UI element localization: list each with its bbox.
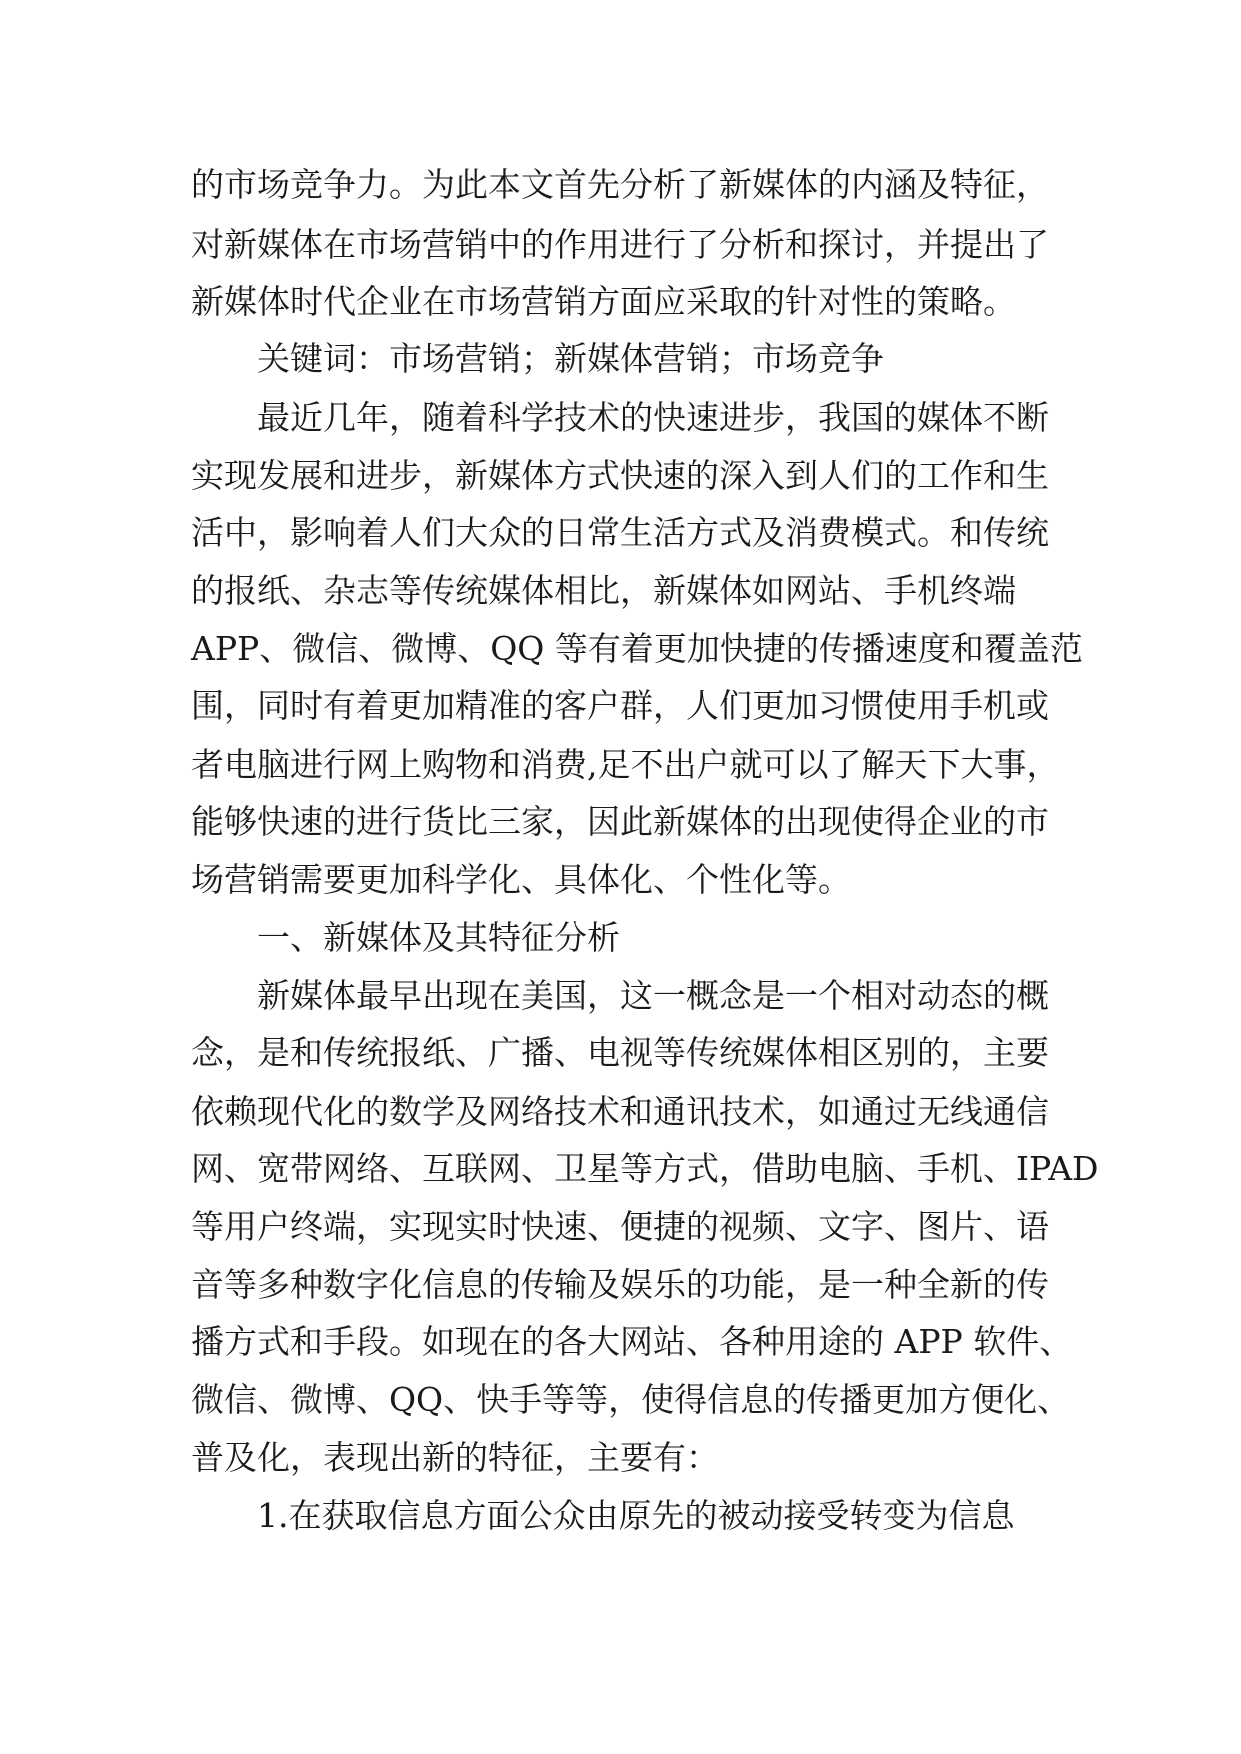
- text-line: [0, 1197, 1241, 1257]
- line-text: 普及化，表现出新的特征，主要有：: [191, 1438, 719, 1477]
- keywords-line: [0, 329, 1241, 389]
- section-heading: [0, 908, 1241, 968]
- line-text: 新媒体时代企业在市场营销方面应采取的针对性的策略。: [191, 282, 1016, 321]
- keywords-text: 关键词：市场营销；新媒体营销；市场竞争: [257, 339, 884, 378]
- list-item-line: [0, 1486, 1241, 1546]
- line-text: 者电脑进行网上购物和消费,足不出户就可以了解天下大事，: [191, 745, 1060, 784]
- line-text: 依赖现代化的数学及网络技术和通讯技术，如通过无线通信: [191, 1092, 1049, 1131]
- text-line: [0, 735, 1241, 795]
- line-text: 音等多种数字化信息的传输及娱乐的功能，是一种全新的传: [191, 1265, 1049, 1304]
- text-line: [0, 1370, 1241, 1430]
- text-line: [0, 1023, 1241, 1083]
- text-line: [0, 619, 1241, 679]
- line-text: 等用户终端，实现实时快速、便捷的视频、文字、图片、语: [191, 1207, 1049, 1246]
- line-text: 对新媒体在市场营销中的作用进行了分析和探讨，并提出了: [191, 225, 1049, 264]
- text-line: [0, 850, 1241, 910]
- line-text: 网、宽带网络、互联网、卫星等方式，借助电脑、手机、IPAD: [191, 1149, 1099, 1188]
- text-line: [0, 1312, 1241, 1372]
- line-text: 场营销需要更加科学化、具体化、个性化等。: [191, 860, 851, 899]
- section-heading-text: 一、新媒体及其特征分析: [257, 918, 620, 957]
- line-text: 的报纸、杂志等传统媒体相比，新媒体如网站、手机终端: [191, 571, 1016, 610]
- line-text: 微信、微博、QQ、快手等等，使得信息的传播更加方便化、: [191, 1380, 1071, 1419]
- list-item-text: 1.在获取信息方面公众由原先的被动接受转变为信息: [257, 1496, 1015, 1535]
- text-line: [0, 446, 1241, 506]
- line-text: 新媒体最早出现在美国，这一概念是一个相对动态的概: [257, 976, 1049, 1015]
- text-line: [0, 155, 1241, 215]
- text-line: [0, 1428, 1241, 1488]
- line-text: 能够快速的进行货比三家，因此新媒体的出现使得企业的市: [191, 802, 1049, 841]
- line-text: 活中，影响着人们大众的日常生活方式及消费模式。和传统: [191, 513, 1049, 552]
- text-line: [0, 792, 1241, 852]
- line-text: 最近几年，随着科学技术的快速进步，我国的媒体不断: [257, 398, 1049, 437]
- line-text: 念，是和传统报纸、广播、电视等传统媒体相区别的，主要: [191, 1033, 1049, 1072]
- text-line: [0, 561, 1241, 621]
- paragraph-start-line: [0, 388, 1241, 448]
- line-text: 的市场竞争力。为此本文首先分析了新媒体的内涵及特征，: [191, 165, 1049, 204]
- text-line: [0, 1255, 1241, 1315]
- text-line: [0, 503, 1241, 563]
- text-line: [0, 215, 1241, 275]
- text-line: [0, 272, 1241, 332]
- text-line: [0, 1139, 1241, 1199]
- line-text: 围，同时有着更加精准的客户群，人们更加习惯使用手机或: [191, 686, 1049, 725]
- paragraph-start-line: [0, 966, 1241, 1026]
- line-text: APP、微信、微博、QQ 等有着更加快捷的传播速度和覆盖范: [191, 629, 1083, 668]
- text-line: [0, 1082, 1241, 1142]
- line-text: 播方式和手段。如现在的各大网站、各种用途的 APP 软件、: [191, 1322, 1073, 1361]
- line-text: 实现发展和进步，新媒体方式快速的深入到人们的工作和生: [191, 456, 1049, 495]
- text-line: [0, 676, 1241, 736]
